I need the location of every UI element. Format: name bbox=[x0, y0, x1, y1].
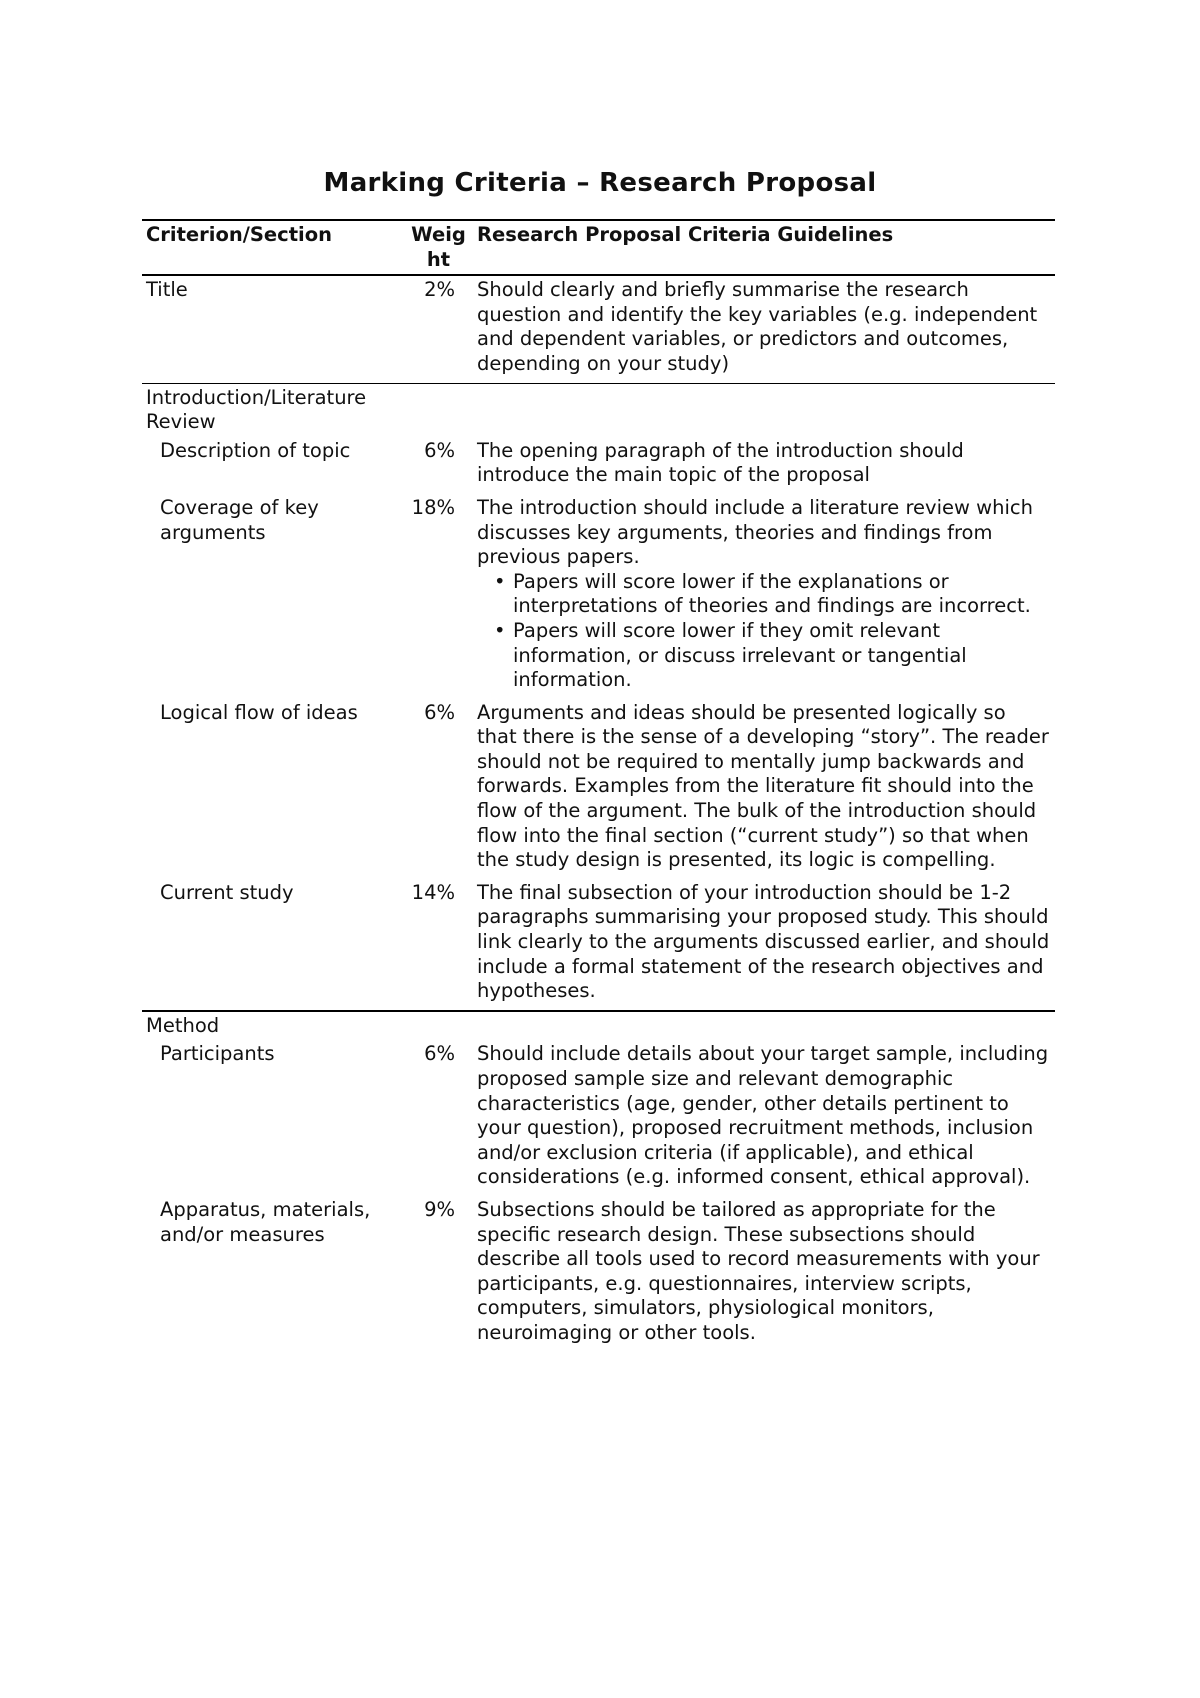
criterion-label: Description of topic bbox=[160, 438, 351, 462]
criterion-label: Coverage of key arguments bbox=[160, 495, 319, 544]
criterion-guideline bbox=[473, 494, 1055, 699]
criterion-guideline: The final subsection of your introduction should be 1-2 paragraphs summarising your proposed study. This should link clearly to the arguments discussed earlier, and should include a formal statement of the research objectives and hypotheses. bbox=[473, 879, 1055, 1011]
criterion-guideline: Subsections should be tailored as appropriate for the specific research design. These subsections should describe all tools used to record measurements with your participants, e.g. questionnaires, interview scripts, computers, simulators, physiological monitors, neuroimaging or other tools. bbox=[477, 1197, 1040, 1344]
criterion-weight: 14% bbox=[404, 879, 473, 1011]
empty-cell bbox=[473, 1011, 1055, 1041]
marking-criteria-table bbox=[142, 219, 1055, 1352]
table-row-title bbox=[142, 275, 1055, 383]
criterion-weight: 6% bbox=[424, 438, 455, 462]
section-heading: Method bbox=[146, 1013, 220, 1037]
criterion-weight: 18% bbox=[411, 495, 455, 519]
criterion-guideline: Should include details about your target sample, including proposed sample size and relevant demographic characteristics (age, gender, other details pertinent to your question), proposed recruitment methods, inclusion and/or exclusion criteria (if applicable), and ethical considerations (e.g. informed consent, ethical approval). bbox=[477, 1042, 1049, 1189]
empty-cell bbox=[404, 1011, 473, 1041]
criterion-guideline: Arguments and ideas should be presented logically so that there is the sense of a developing “story”. The reader should not be required to mentally jump backwards and forwards. Examples from the literature fit should into the flow of the argument. The bulk of the introduction should flow into the final section (“current study”) so that when the study design is presented, its logic is compelling. bbox=[477, 700, 1049, 872]
criterion-label: Current study bbox=[142, 879, 404, 1011]
table-header-row bbox=[142, 220, 1055, 275]
guidelines-column-header: Research Proposal Criteria Guidelines bbox=[473, 220, 1055, 275]
section-heading: Introduction/Literature Review bbox=[146, 385, 367, 434]
table-row-participants bbox=[142, 1040, 1055, 1196]
empty-cell bbox=[473, 383, 1055, 437]
criterion-label: Title bbox=[142, 275, 404, 383]
weight-column-header: Weight bbox=[404, 220, 473, 275]
table-row-logical-flow-of-ideas bbox=[142, 699, 1055, 879]
criterion-label: Apparatus, materials, and/or measures bbox=[160, 1197, 371, 1246]
criterion-weight: 2% bbox=[404, 275, 473, 383]
table-row-description-of-topic bbox=[142, 437, 1055, 494]
empty-cell bbox=[404, 383, 473, 437]
criterion-guideline: The opening paragraph of the introduction should introduce the main topic of the proposal bbox=[477, 438, 964, 487]
section-heading-row-introduction bbox=[142, 383, 1055, 437]
criterion-column-header: Criterion/Section bbox=[142, 220, 404, 275]
criterion-label: Participants bbox=[160, 1042, 275, 1066]
table-row-apparatus-materials-measures bbox=[142, 1196, 1055, 1352]
criterion-label: Logical flow of ideas bbox=[160, 700, 358, 724]
section-heading-row-method bbox=[142, 1011, 1055, 1041]
criterion-weight: 6% bbox=[424, 1042, 455, 1066]
criterion-guideline: Should clearly and briefly summarise the research question and identify the key variables (e.g. independent and dependent variables, or predictors and outcomes, depending on your study) bbox=[473, 275, 1055, 383]
bullet-item: • Papers will score lower if the explanations or interpretations of theories and findings are incorrect. bbox=[513, 570, 1051, 619]
page-title: Marking Criteria – Research Proposal bbox=[323, 168, 877, 198]
table-row-current-study bbox=[142, 879, 1055, 1011]
table-row-coverage-of-key-arguments bbox=[142, 494, 1055, 699]
criterion-weight: 9% bbox=[424, 1197, 455, 1221]
guideline-bullet-list bbox=[477, 570, 1051, 693]
bullet-item: • Papers will score lower if they omit relevant information, or discuss irrelevant or tangential information. bbox=[513, 619, 1051, 693]
criterion-weight: 6% bbox=[424, 700, 455, 724]
guideline-paragraph: The introduction should include a literature review which discusses key arguments, theories and findings from previous papers. bbox=[477, 495, 1033, 569]
